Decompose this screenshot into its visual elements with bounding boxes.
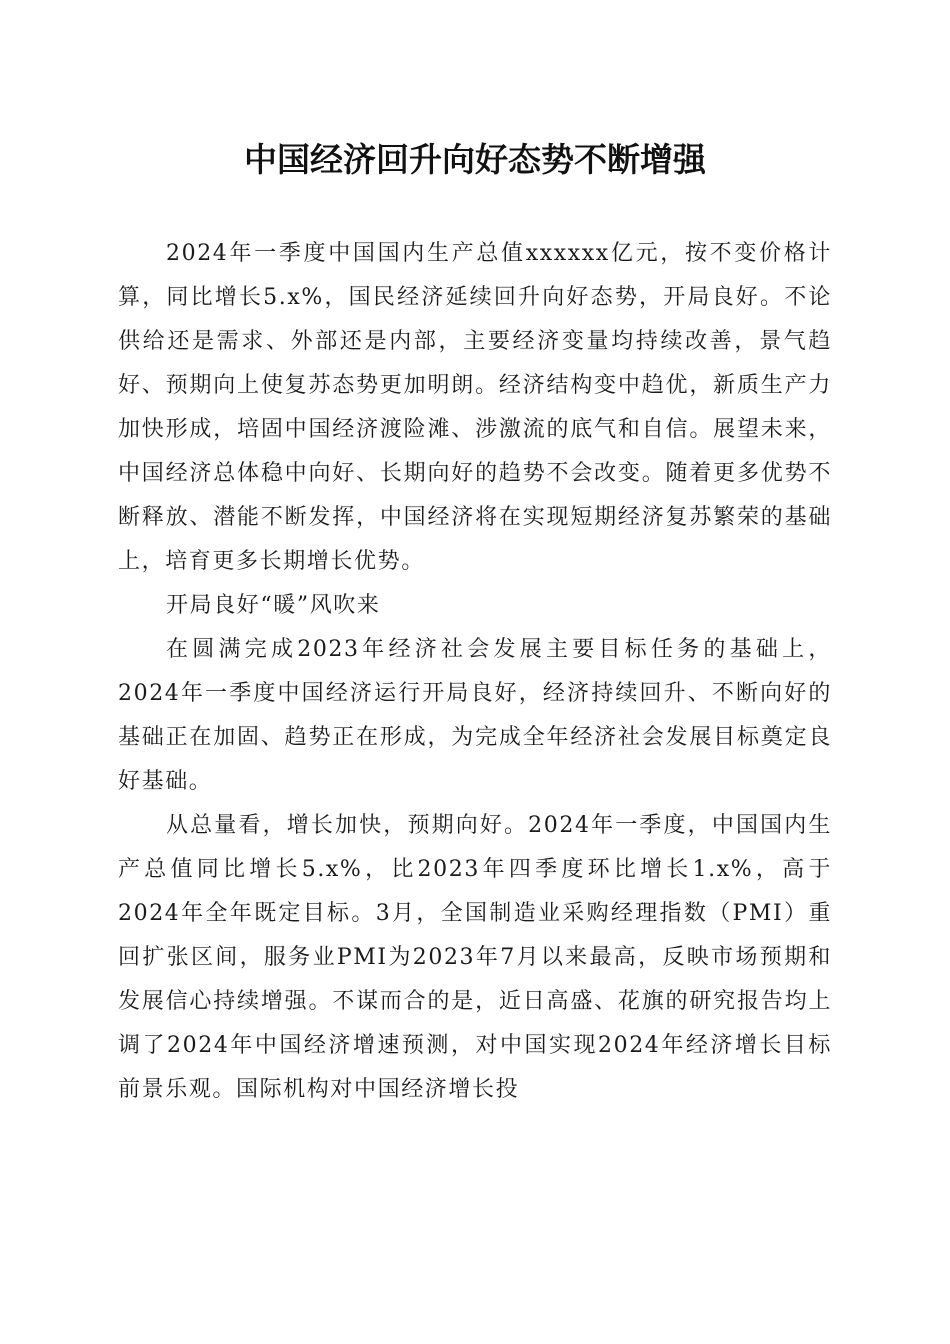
document-body xyxy=(118,232,832,1112)
paragraph-foundation: 在圆满完成2023年经济社会发展主要目标任务的基础上，2024年一季度中国经济运行开局良好，经济持续回升、不断向好的基础正在加固、趋势正在形成，为完成全年经济社会发展目标奠定良好基础。 xyxy=(118,637,832,794)
paragraph-intro: 2024年一季度中国国内生产总值xxxxxx亿元，按不变价格计算，同比增长5.x%，国民经济延续回升向好态势，开局良好。不论供给还是需求、外部还是内部，主要经济变量均持续改善，景气趋好、预期向上使复苏态势更加明朗。经济结构变中趋优，新质生产力加快形成，培固中国经济渡险滩、涉激流的底气和自信。展望未来，中国经济总体稳中向好、长期向好的趋势不会改变。随着更多优势不断释放、潜能不断发挥，中国经济将在实现短期经济复苏繁荣的基础上，培育更多长期增长优势。 xyxy=(118,241,832,574)
document-title: 中国经济回升向好态势不断增强 xyxy=(244,140,706,179)
paragraph-total-volume: 从总量看，增长加快，预期向好。2024年一季度，中国国内生产总值同比增长5.x%，比2023年四季度环比增长1.x%，高于2024年全年既定目标。3月，全国制造业采购经理指数（PMI）重回扩张区间，服务业PMI为2023年7月以来最高，反映市场预期和发展信心持续增强。不谋而合的是，近日高盛、花旗的研究报告均上调了2024年中国经济增速预测，对中国实现2024年经济增长目标前景乐观。国际机构对中国经济增长投 xyxy=(118,813,832,1102)
section-heading: 开局良好“暖”风吹来 xyxy=(166,593,381,618)
